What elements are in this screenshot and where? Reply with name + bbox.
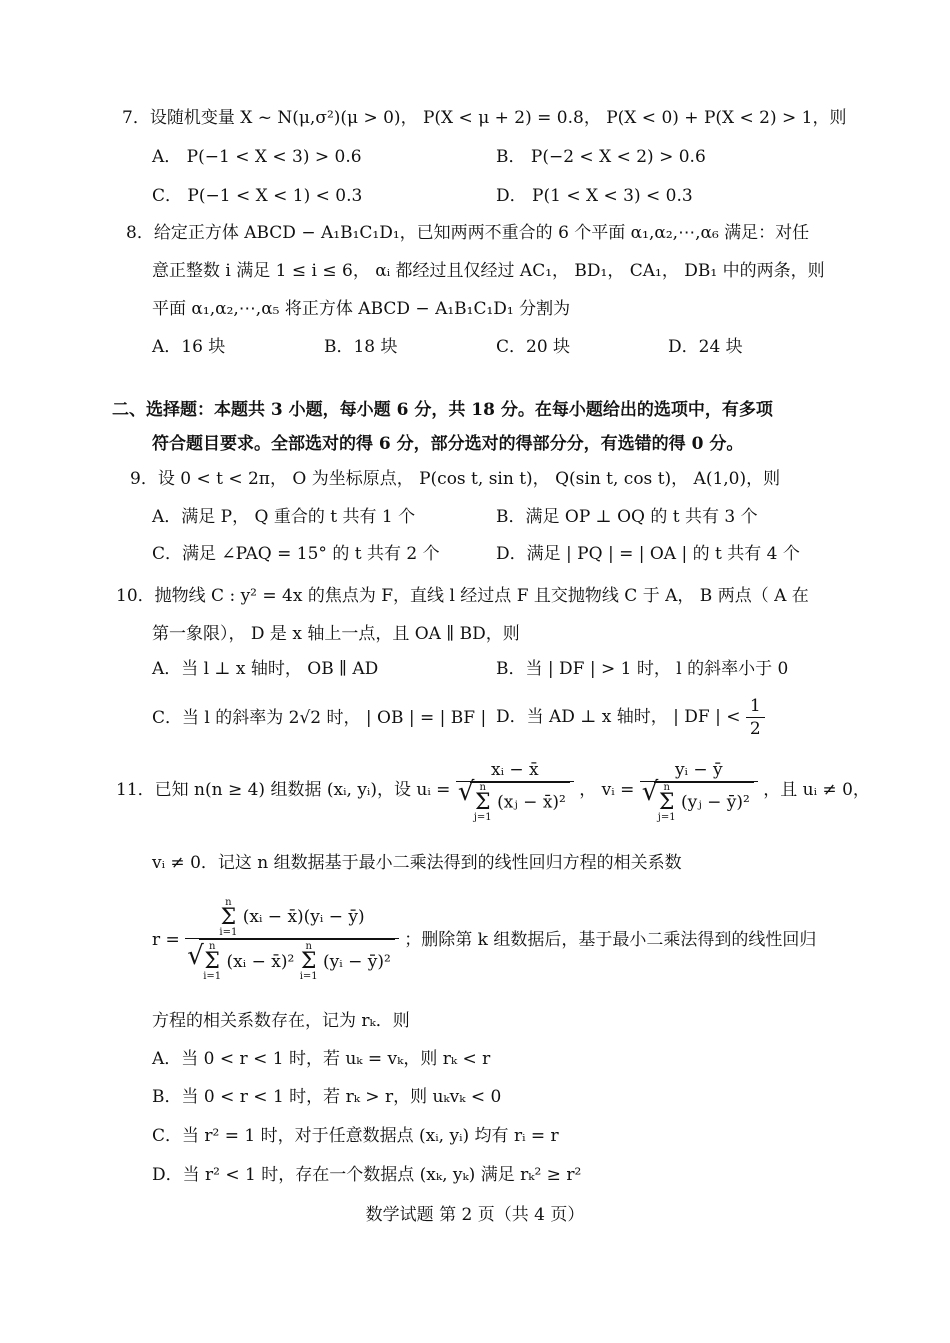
q11-r-label: r = <box>152 930 180 950</box>
q11-option-d: D．当 r² < 1 时，存在一个数据点 (xₖ, yₖ) 满足 rₖ² ≥ r² <box>152 1165 582 1185</box>
q9-option-d: D．满足 | PQ | = | OA | 的 t 共有 4 个 <box>496 544 800 564</box>
sum-upper: n <box>208 941 216 953</box>
q10-option-d-denominator: 2 <box>749 719 761 739</box>
q7-option-c: C． P(−1 < X < 1) < 0.3 <box>152 186 363 206</box>
sum-lower: i=1 <box>203 971 222 983</box>
q8-option-b: B．18 块 <box>324 337 398 357</box>
q11-r-den-sum-a: n Σ i=1 <box>203 941 222 983</box>
q7-option-d: D． P(1 < X < 3) < 0.3 <box>496 186 693 206</box>
q8-stem-line3: 平面 α₁,α₂,⋯,α₅ 将正方体 ABCD − A₁B₁C₁D₁ 分割为 <box>152 299 571 319</box>
q11-v-radicand: (yⱼ − ȳ)² <box>681 792 750 812</box>
q11-r-den-sum-b: n Σ i=1 <box>299 941 318 983</box>
q11-option-b: B．当 0 < r < 1 时，若 rₖ > r，则 uₖvₖ < 0 <box>152 1087 502 1107</box>
q7-option-b: B． P(−2 < X < 2) > 0.6 <box>496 147 706 167</box>
sum-upper: n <box>479 781 486 793</box>
q11-option-a: A．当 0 < r < 1 时，若 uₖ = vₖ，则 rₖ < r <box>152 1049 491 1069</box>
q11-stem-line4: 方程的相关系数存在，记为 rₖ．则 <box>152 1011 410 1031</box>
q7-option-a: A． P(−1 < X < 3) > 0.6 <box>152 147 362 167</box>
q10-option-c: C．当 l 的斜率为 2√2 时， | OB | = | BF | <box>152 708 487 728</box>
q8-stem-line1: 8．给定正方体 ABCD − A₁B₁C₁D₁，已知两两不重合的 6 个平面 α₁,α₂,⋯,α₆ 满足：对任 <box>126 223 810 243</box>
q11-u-numerator: xᵢ − x̄ <box>456 759 574 782</box>
sum-upper: n <box>305 941 312 953</box>
page-footer: 数学试题 第 2 页（共 4 页） <box>365 1205 585 1225</box>
section2-heading-line1: 二、选择题：本题共 3 小题，每小题 6 分，共 18 分。在每小题给出的选项中，有多项 <box>112 400 773 420</box>
q11-r-sqrt <box>199 939 395 984</box>
sum-lower: i=1 <box>219 926 238 938</box>
q10-option-b: B．当 | DF | > 1 时， l 的斜率小于 0 <box>496 659 789 679</box>
q11-u-radicand: (xⱼ − x̄)² <box>497 792 566 812</box>
q11-v-sum: n Σ j=1 <box>657 781 676 823</box>
q10-stem-line1: 10．抛物线 C : y² = 4x 的焦点为 F，直线 l 经过点 F 且交抛物线 C 于 A， B 两点（ A 在 <box>116 586 809 606</box>
q11-r-denominator <box>185 939 399 984</box>
q11-stem-line1 <box>116 752 870 828</box>
q10-option-d-numerator: 1 <box>746 695 765 718</box>
q11-u-sum: n Σ j=1 <box>473 781 492 823</box>
q10-option-d <box>496 694 765 740</box>
q11-option-c: C．当 r² = 1 时，对于任意数据点 (xᵢ, yᵢ) 均有 rᵢ = r <box>152 1126 559 1146</box>
q10-option-d-text: D．当 AD ⊥ x 轴时， | DF | < <box>496 707 741 727</box>
sum-lower: j=1 <box>657 811 676 823</box>
q11-u-fraction <box>456 759 574 823</box>
q11-v-fraction <box>640 759 758 823</box>
q11-r-fraction <box>185 897 399 984</box>
q10-option-d-fraction <box>746 695 765 740</box>
q11-r-den-expr-b: (yᵢ − ȳ)² <box>323 951 391 972</box>
sum-lower: j=1 <box>473 811 492 823</box>
q11-r-den-expr-a: (xᵢ − x̄)² <box>226 951 295 972</box>
sum-lower: i=1 <box>299 971 318 983</box>
q11-v-numerator: yᵢ − ȳ <box>640 759 758 782</box>
q8-option-d: D．24 块 <box>668 337 743 357</box>
q9-stem: 9．设 0 < t < 2π， O 为坐标原点， P(cos t, sin t)， Q(sin t, cos t)， A(1,0)，则 <box>130 469 781 489</box>
section2-heading-line2: 符合题目要求。全部选对的得 6 分，部分选对的得部分分，有选错的得 0 分。 <box>152 434 744 454</box>
q8-stem-line2: 意正整数 i 满足 1 ≤ i ≤ 6， αᵢ 都经过且仅经过 AC₁， BD₁， CA₁， DB₁ 中的两条，则 <box>152 261 825 281</box>
q8-option-c: C．20 块 <box>496 337 571 357</box>
q11-stem-line2: vᵢ ≠ 0．记这 n 组数据基于最小二乘法得到的线性回归方程的相关系数 <box>152 853 682 873</box>
q11-r-num-sum: n Σ i=1 <box>219 896 238 938</box>
q7-stem: 7．设随机变量 X ~ N(μ,σ²)(μ > 0)， P(X < μ + 2) = 0.8， P(X < 0) + P(X < 2) > 1，则 <box>122 108 847 128</box>
q11-v-sqrt <box>654 782 754 823</box>
q11-v-label: ， vᵢ = <box>579 780 635 800</box>
q9-option-c: C．满足 ∠PAQ = 15° 的 t 共有 2 个 <box>152 544 440 564</box>
sum-upper: n <box>225 896 232 908</box>
q11-r-num-expr: (xᵢ − x̄)(yᵢ − ȳ) <box>242 907 365 928</box>
q11-v-denominator <box>640 782 758 823</box>
q8-option-a: A．16 块 <box>152 337 226 357</box>
q10-stem-line2: 第一象限）， D 是 x 轴上一点，且 OA ∥ BD，则 <box>152 624 520 644</box>
q11-u-denominator <box>456 782 574 823</box>
q11-u-sqrt <box>470 782 570 823</box>
q11-r-numerator <box>185 897 399 939</box>
q9-option-a: A．满足 P， Q 重合的 t 共有 1 个 <box>152 507 416 527</box>
q10-option-a: A．当 l ⊥ x 轴时， OB ∥ AD <box>152 659 379 679</box>
q11-r-continuation: ；删除第 k 组数据后，基于最小二乘法得到的线性回归 <box>404 930 817 950</box>
q11-intro: 11．已知 n(n ≥ 4) 组数据 (xᵢ, yᵢ)，设 uᵢ = <box>116 780 451 800</box>
q11-r-definition <box>152 890 816 990</box>
q11-condition: ，且 uᵢ ≠ 0， <box>763 780 870 800</box>
q9-option-b: B．满足 OP ⊥ OQ 的 t 共有 3 个 <box>496 507 758 527</box>
sum-upper: n <box>663 781 670 793</box>
